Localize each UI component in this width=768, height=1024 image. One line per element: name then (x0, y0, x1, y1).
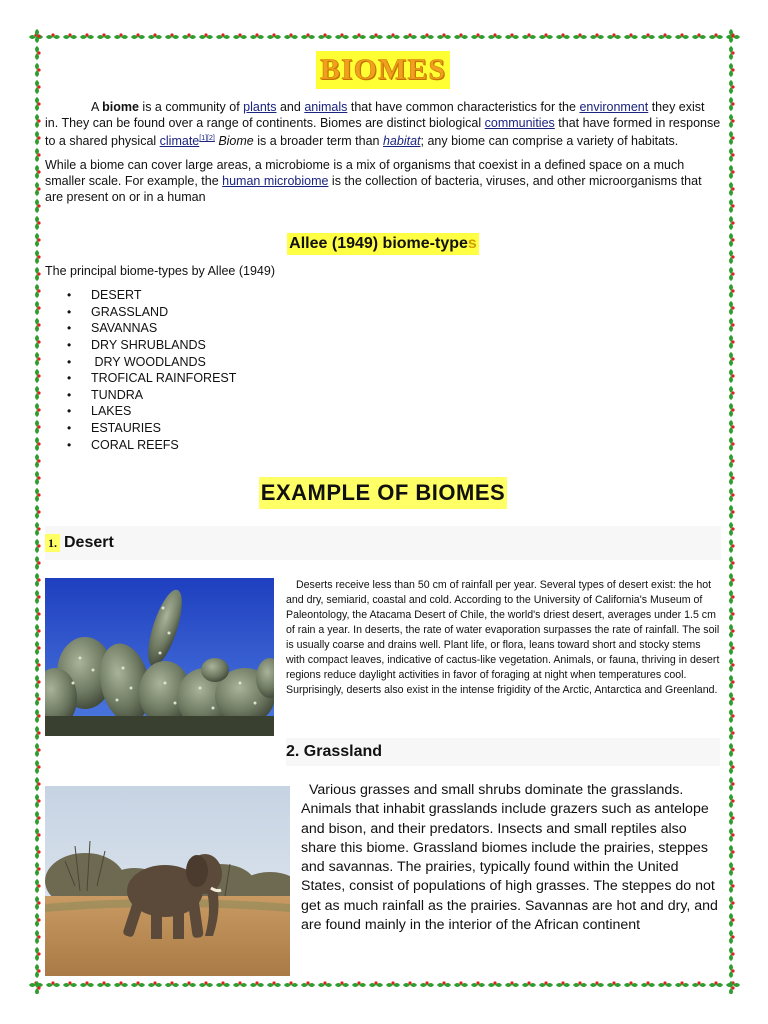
desert-number: 1. (45, 534, 60, 552)
list-item: • TUNDRA (45, 387, 721, 404)
example-heading-container (45, 477, 721, 509)
holly-pattern (722, 28, 740, 994)
reference-link[interactable]: [1][2] (199, 135, 215, 142)
micro-text-1: While a biome can cover large areas, a microbiome is a mix of organisms that coexist in a defined space on a much smaller scale. For example, the (45, 158, 685, 189)
list-item: • TROFICAL RAINFOREST (45, 370, 721, 387)
holly-pattern (28, 28, 46, 994)
decorative-border-left (28, 28, 46, 994)
biome-types-list (45, 287, 721, 453)
biome-italic-term: Biome (218, 134, 254, 149)
desert-heading-text: Desert (64, 534, 114, 551)
link-human-microbiome[interactable]: human microbiome (222, 174, 329, 189)
intro-text-8: ; any biome can comprise a variety of habitats. (420, 134, 679, 149)
desert-description: Deserts receive less than 50 cm of rainfall per year. Several types of desert exist: the hot and dry, semiarid, coastal and cold. According to the University of California's Museum of Paleontology, the Atacama Desert of Chile, the world's driest desert, averages under 1.5 cm of rain a year. In deserts, the rate of water evaporation surpasses the rate of rainfall. The soil is usually coarse and drains well. Plant life, or flora, leans toward short and stocky stems with compact leaves, indicative of cactus-like vegetation. Animals, or fauna, thriving in desert regions reduce daylight activities in favor of foraging at night when temperatures cool. Surprisingly, deserts also exist in the intense frigidity of the Arctic, Antarctica and Greenland. (286, 579, 720, 696)
list-item: • CORAL REEFS (45, 437, 721, 454)
intro-text-1: is a community of (138, 100, 244, 114)
desert-heading (45, 526, 721, 560)
link-climate[interactable]: climate (159, 134, 200, 149)
list-item: • DRY WOODLANDS (45, 354, 721, 371)
grassland-description: Various grasses and small shrubs dominate the grasslands. Animals that inhabit grasslands include grazers such as antelope and bison, and their predators. Insects and small reptiles also share this biome. Grassland biomes include the prairies, steppes and savannas. The prairies, typically found within the United States, consist of populations of high grasses. The steppes do not get as much rainfall as the prairies. Savannas are hot and dry, and are found mainly in the interior of the African continent (301, 782, 718, 934)
page-content (45, 48, 721, 934)
list-item: • DRY SHRUBLANDS (45, 337, 721, 354)
elephant-image (45, 786, 290, 976)
cactus-image (45, 578, 274, 736)
holly-pattern (28, 28, 740, 46)
microbiome-paragraph (45, 157, 721, 205)
list-item: • DESERT (45, 287, 721, 304)
intro-text-5: that have formed in response to a shared physical (45, 116, 721, 149)
decorative-border-bottom (28, 976, 740, 994)
list-item: • LAKES (45, 403, 721, 420)
link-environment[interactable]: environment (579, 100, 649, 114)
allee-heading-main: Allee (1949) biome-type (289, 235, 468, 253)
intro-text-a: A (91, 100, 103, 114)
intro-text-7: is a broader term than (253, 134, 383, 149)
example-heading: EXAMPLE OF BIOMES (259, 477, 507, 509)
intro-text-2: and (276, 100, 305, 114)
biome-bold-term: biome (102, 100, 139, 114)
title-container (45, 51, 721, 89)
allee-heading-last: s (467, 235, 477, 253)
list-item: • SAVANNAS (45, 320, 721, 337)
page-title: BIOMES (316, 51, 450, 89)
decorative-border-right (722, 28, 740, 994)
allee-heading-container (45, 233, 721, 255)
desert-cactus-photo (45, 578, 274, 736)
grassland-heading: 2. Grassland (286, 738, 720, 766)
intro-text-3: that have common characteristics for the (347, 100, 580, 114)
link-animals[interactable]: animals (304, 100, 348, 114)
allee-intro: The principal biome-types by Allee (1949) (45, 264, 275, 279)
grassland-elephant-photo (45, 786, 290, 976)
link-habitat[interactable]: habitat (382, 134, 421, 149)
link-plants[interactable]: plants (243, 100, 277, 114)
allee-heading (287, 233, 479, 255)
list-item: • GRASSLAND (45, 304, 721, 321)
micro-text-2: is the collection of bacteria, viruses, and other microorganisms that are present on or in a human (45, 174, 702, 205)
intro-paragraph (45, 99, 721, 149)
list-item: • ESTAURIES (45, 420, 721, 437)
decorative-border-top (28, 28, 740, 46)
link-communities[interactable]: communities (484, 116, 555, 130)
intro-text-4: they exist in. They can be found over a range of continents. Biomes are distinct biological (45, 100, 705, 130)
holly-pattern (28, 976, 740, 994)
